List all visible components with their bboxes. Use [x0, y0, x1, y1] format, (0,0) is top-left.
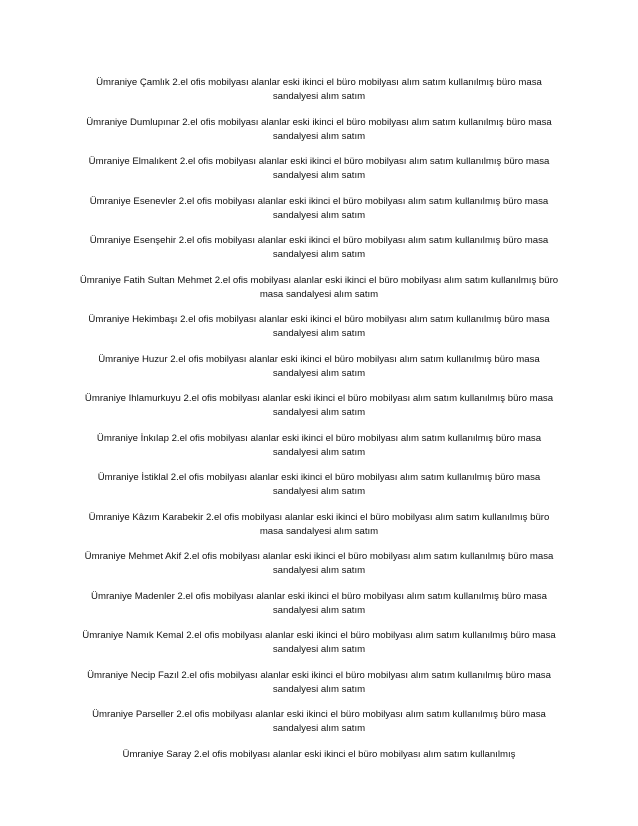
document-body [78, 76, 560, 773]
paragraph-inkilap: Ümraniye İnkılap 2.el ofis mobilyası alanlar eski ikinci el büro mobilyası alım satım kullanılmış büro masa sandalyesi alım satım [96, 432, 542, 458]
paragraph-madenler: Ümraniye Madenler 2.el ofis mobilyası alanlar eski ikinci el büro mobilyası alım satım kullanılmış büro masa sandalyesi alım satım [91, 590, 547, 616]
paragraph-camlik: Ümraniye Çamlık 2.el ofis mobilyası alanlar eski ikinci el büro mobilyası alım satım kullanılmış büro masa sandalyesi alım satım [96, 77, 542, 102]
paragraph-ihlamurkuyu: Ümraniye Ihlamurkuyu 2.el ofis mobilyası alanlar eski ikinci el büro mobilyası alım satım kullanılmış büro masa sandalyesi alım satım [84, 393, 554, 418]
paragraph-fatih-sultan-mehmet: Ümraniye Fatih Sultan Mehmet 2.el ofis mobilyası alanlar eski ikinci el büro mobilyası alım satım kullanılmış büro masa sandalyesi alım satım [79, 274, 559, 300]
paragraph-hekimbasi: Ümraniye Hekimbaşı 2.el ofis mobilyası alanlar eski ikinci el büro mobilyası alım satım kullanılmış büro masa sandalyesi alım satım [88, 314, 550, 339]
paragraph-istiklal: Ümraniye İstiklal 2.el ofis mobilyası alanlar eski ikinci el büro mobilyası alım satım kullanılmış büro masa sandalyesi alım satım [97, 472, 541, 497]
paragraph-parseller: Ümraniye Parseller 2.el ofis mobilyası alanlar eski ikinci el büro mobilyası alım satım kullanılmış büro masa sandalyesi alım satım [92, 709, 546, 734]
paragraph-kazim-karabekir: Ümraniye Kâzım Karabekir 2.el ofis mobilyası alanlar eski ikinci el büro mobilyası alım satım kullanılmış büro masa sandalyesi alım satım [88, 511, 550, 537]
paragraph-esensehir: Ümraniye Esenşehir 2.el ofis mobilyası alanlar eski ikinci el büro mobilyası alım satım kullanılmış büro masa sandalyesi alım satım [89, 235, 549, 260]
paragraph-huzur: Ümraniye Huzur 2.el ofis mobilyası alanlar eski ikinci el büro mobilyası alım satım kullanılmış büro masa sandalyesi alım satım [98, 353, 540, 379]
paragraph-namik-kemal: Ümraniye Namık Kemal 2.el ofis mobilyası alanlar eski ikinci el büro mobilyası alım satım kullanılmış büro masa sandalyesi alım satım [82, 630, 556, 655]
paragraph-necip-fazil: Ümraniye Necip Fazıl 2.el ofis mobilyası alanlar eski ikinci el büro mobilyası alım satım kullanılmış büro masa sandalyesi alım satım [87, 669, 551, 695]
paragraph-mehmet-akif: Ümraniye Mehmet Akif 2.el ofis mobilyası alanlar eski ikinci el büro mobilyası alım satım kullanılmış büro masa sandalyesi alım satım [84, 551, 554, 576]
paragraph-dumlupinar: Ümraniye Dumlupınar 2.el ofis mobilyası alanlar eski ikinci el büro mobilyası alım satım kullanılmış büro masa sandalyesi alım satım [86, 116, 552, 142]
paragraph-saray: Ümraniye Saray 2.el ofis mobilyası alanlar eski ikinci el büro mobilyası alım satım kullanılmış [122, 748, 516, 760]
paragraph-esenevler: Ümraniye Esenevler 2.el ofis mobilyası alanlar eski ikinci el büro mobilyası alım satım kullanılmış büro masa sandalyesi alım satım [89, 195, 549, 221]
paragraph-elmalikent: Ümraniye Elmalıkent 2.el ofis mobilyası alanlar eski ikinci el büro mobilyası alım satım kullanılmış büro masa sandalyesi alım satım [88, 156, 550, 181]
